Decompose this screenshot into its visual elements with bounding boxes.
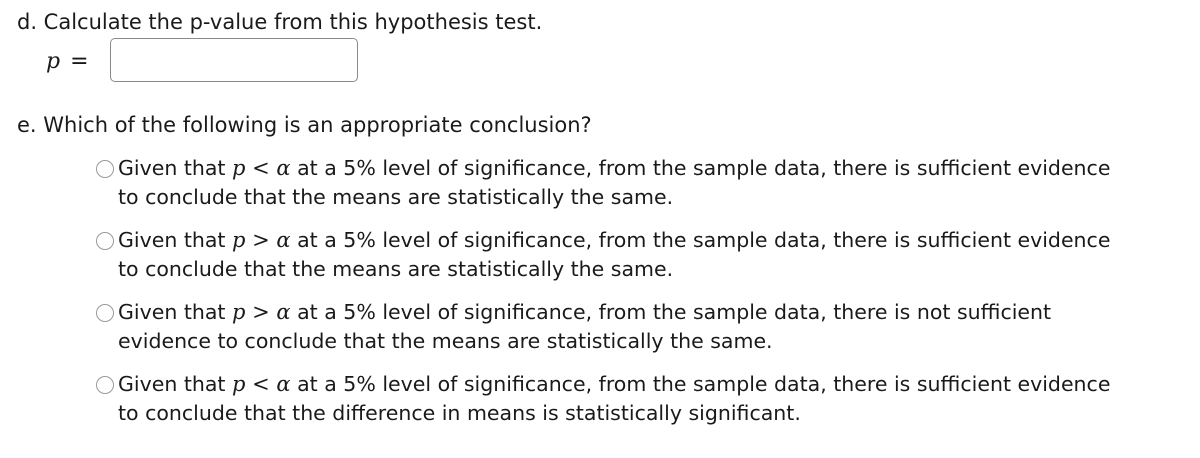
conclusion-option-2[interactable] bbox=[96, 226, 1156, 284]
radio-button-3[interactable] bbox=[96, 304, 114, 322]
question-e-label: e. Which of the following is an appropriate conclusion? bbox=[17, 113, 592, 137]
question-d-label: d. Calculate the p-value from this hypothesis test. bbox=[17, 10, 543, 34]
p-value-equation bbox=[46, 48, 89, 76]
option-3-text: Given that p > α at a 5% level of significance, from the sample data, there is not sufficient evidence to conclude that the means are statistically the same. bbox=[118, 300, 1052, 353]
equals-sign: = bbox=[70, 49, 89, 74]
option-4-text: Given that p < α at a 5% level of significance, from the sample data, there is sufficient evidence to conclude that the difference in means is statistically significant. bbox=[118, 372, 1111, 425]
radio-button-4[interactable] bbox=[96, 376, 114, 394]
option-2-text: Given that p > α at a 5% level of significance, from the sample data, there is sufficient evidence to conclude that the means are statistically the same. bbox=[118, 228, 1111, 281]
radio-button-1[interactable] bbox=[96, 160, 114, 178]
p-symbol: p bbox=[46, 49, 61, 74]
radio-button-2[interactable] bbox=[96, 232, 114, 250]
conclusion-option-4[interactable] bbox=[96, 370, 1156, 428]
p-value-input[interactable] bbox=[110, 38, 358, 82]
conclusion-option-3[interactable] bbox=[96, 298, 1156, 356]
option-1-text: Given that p < α at a 5% level of significance, from the sample data, there is sufficient evidence to conclude that the means are statistically the same. bbox=[118, 156, 1111, 209]
conclusion-option-1[interactable] bbox=[96, 154, 1156, 212]
